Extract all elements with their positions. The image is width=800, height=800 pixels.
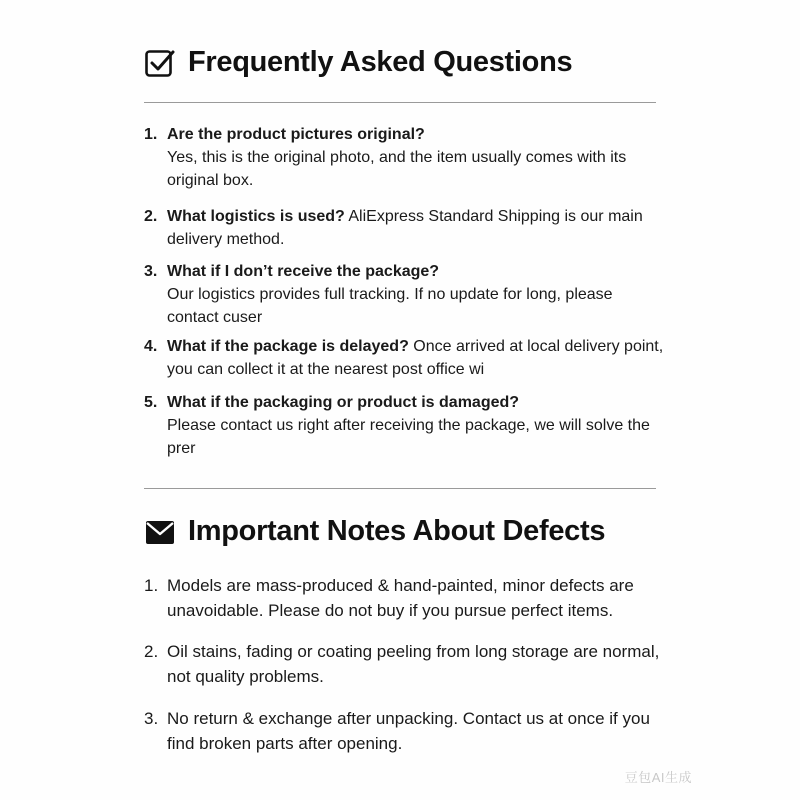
note-text: No return & exchange after unpacking. Contact us at once if you find broken parts after opening.	[167, 709, 650, 753]
note-item	[144, 706, 664, 756]
faq-list	[144, 123, 664, 460]
faq-question: What logistics is used?	[167, 208, 345, 225]
faq-number: 1.	[144, 126, 158, 143]
faq-question: What if the packaging or product is damaged?	[167, 394, 520, 411]
notes-heading	[144, 515, 605, 548]
faq-question: What if I don’t receive the package?	[167, 263, 440, 280]
faq-question: Are the product pictures original?	[167, 126, 425, 143]
note-number: 3.	[144, 709, 159, 728]
faq-item	[144, 123, 664, 205]
notes-list	[144, 573, 664, 756]
envelope-icon	[144, 516, 176, 548]
note-item	[144, 573, 664, 639]
faq-item	[144, 205, 664, 260]
faq-item	[144, 391, 664, 460]
faq-number: 5.	[144, 394, 158, 411]
divider-middle	[144, 488, 656, 489]
note-text: Models are mass-produced & hand-painted, minor defects are unavoidable. Please do not buy if you pursue perfect items.	[167, 576, 634, 620]
divider-top	[144, 102, 656, 103]
faq-question: What if the package is delayed?	[167, 338, 409, 355]
faq-answer: Please contact us right after receiving the package, we will solve the prer	[167, 417, 650, 457]
note-number: 2.	[144, 642, 159, 661]
faq-answer: Once arrived at local delivery point, you can collect it at the nearest post office wi	[167, 338, 664, 378]
notes-title: Important Notes About Defects	[188, 515, 606, 547]
faq-item	[144, 335, 664, 391]
faq-number: 4.	[144, 338, 158, 355]
faq-answer: AliExpress Standard Shipping is our main delivery method.	[167, 208, 643, 248]
note-number: 1.	[144, 576, 159, 595]
checkbox-check-icon	[144, 47, 176, 79]
faq-answer: Yes, this is the original photo, and the item usually comes with its original box.	[167, 149, 627, 189]
faq-number: 3.	[144, 263, 158, 280]
watermark: 豆包AI生成	[624, 770, 692, 785]
note-text: Oil stains, fading or coating peeling from long storage are normal, not quality problems.	[167, 642, 660, 686]
faq-item	[144, 260, 664, 335]
faq-number: 2.	[144, 208, 158, 225]
faq-heading	[144, 46, 572, 79]
faq-title: Frequently Asked Questions	[188, 46, 573, 78]
note-item	[144, 639, 664, 706]
faq-answer: Our logistics provides full tracking. If no update for long, please contact cuser	[167, 286, 613, 326]
